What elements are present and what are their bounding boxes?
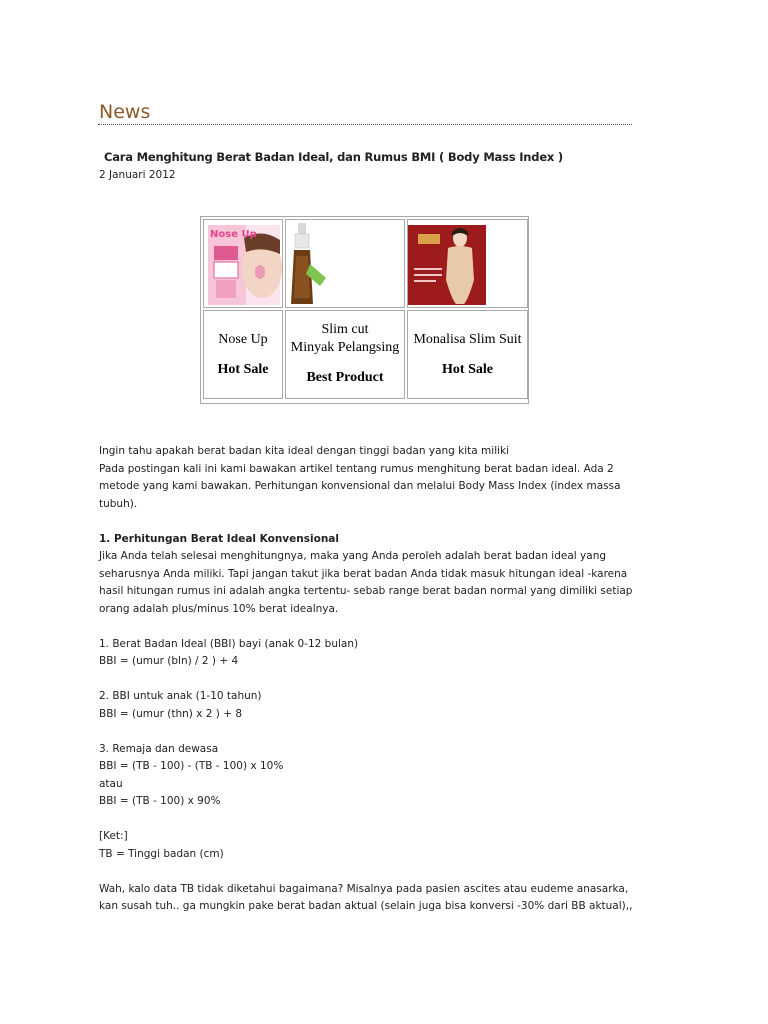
product-image-slim-cut[interactable] (285, 219, 405, 308)
paragraph-line: seharusnya Anda miliki. Tapi jangan takut jika berat badan Anda tidak masuk hitungan ideal -karena (99, 567, 628, 580)
paragraph-line: kan susah tuh.. ga mungkin pake berat badan aktual (selain juga bisa konversi -30% dari BB aktual),, (99, 900, 633, 912)
paragraph-line: hasil hitungan rumus ini adalah angka tertentu- sebab range berat badan normal yang dimiliki setiap (99, 585, 633, 597)
ket-tb: TB = Tinggi badan (cm) (99, 847, 224, 860)
post-title[interactable]: Cara Menghitung Berat Badan Ideal, dan Rumus BMI ( Body Mass Index ) (104, 150, 563, 164)
post-date: 2 Januari 2012 (99, 169, 176, 181)
ket-label: [Ket:] (99, 830, 128, 842)
product-tag-nose-up: Hot Sale (217, 361, 269, 377)
paragraph-line: Jika Anda telah selesai menghitungnya, maka yang Anda peroleh adalah berat badan ideal yang (99, 550, 607, 562)
formula-baby: BBI = (umur (bln) / 2 ) + 4 (99, 655, 239, 667)
intro-line: Ingin tahu apakah berat badan kita ideal dengan tinggi badan yang kita miliki (99, 445, 510, 457)
product-table (200, 216, 529, 404)
product-cell-slim-cut (285, 310, 405, 399)
article-body (99, 443, 639, 916)
product-cell-monalisa (407, 310, 528, 399)
product-name-slim-cut-line1[interactable]: Slim cut (321, 321, 369, 337)
section-heading-conventional: 1. Perhitungan Berat Ideal Konvensional (99, 532, 339, 545)
formula-child: BBI = (umur (thn) x 2 ) + 8 (99, 707, 243, 720)
intro-line: tubuh). (99, 497, 138, 510)
product-image-nose-up[interactable] (203, 219, 283, 308)
intro-line: Pada postingan kali ini kami bawakan artikel tentang rumus menghitung berat badan ideal. Ada 2 (99, 462, 614, 475)
nose-up-product-image (204, 220, 282, 307)
product-tag-slim-cut: Best Product (306, 369, 384, 385)
formula-adult-a: BBI = (TB - 100) - (TB - 100) x 10% (99, 760, 284, 772)
formula-title-child: 2. BBI untuk anak (1-10 tahun) (99, 690, 262, 702)
paragraph-line: Wah, kalo data TB tidak diketahui bagaimana? Misalnya pada pasien ascites atau eudeme anasarka, (99, 882, 629, 895)
product-name-monalisa[interactable]: Monalisa Slim Suit (413, 331, 522, 347)
nose-up-logo-text: Nose Up (210, 229, 257, 240)
title-divider (98, 124, 632, 125)
product-cell-nose-up (203, 310, 283, 399)
product-name-nose-up[interactable]: Nose Up (218, 331, 268, 347)
product-tag-monalisa: Hot Sale (442, 361, 493, 377)
formula-adult-b: BBI = (TB - 100) x 90% (99, 795, 221, 807)
paragraph-line: orang adalah plus/minus 10% berat idealnya. (99, 602, 339, 615)
formula-title-adult: 3. Remaja dan dewasa (99, 742, 219, 755)
intro-line: metode yang kami bawakan. Perhitungan konvensional dan melalui Body Mass Index (index massa (99, 480, 621, 492)
section-title: News (99, 101, 151, 123)
formula-title-baby: 1. Berat Badan Ideal (BBI) bayi (anak 0-12 bulan) (99, 637, 359, 650)
product-image-monalisa[interactable] (407, 219, 528, 308)
monalisa-slim-suit-image (408, 220, 527, 307)
product-name-slim-cut-line2[interactable]: Minyak Pelangsing (290, 339, 400, 355)
slim-cut-bottle-image (286, 220, 404, 307)
formula-or: atau (99, 777, 123, 790)
